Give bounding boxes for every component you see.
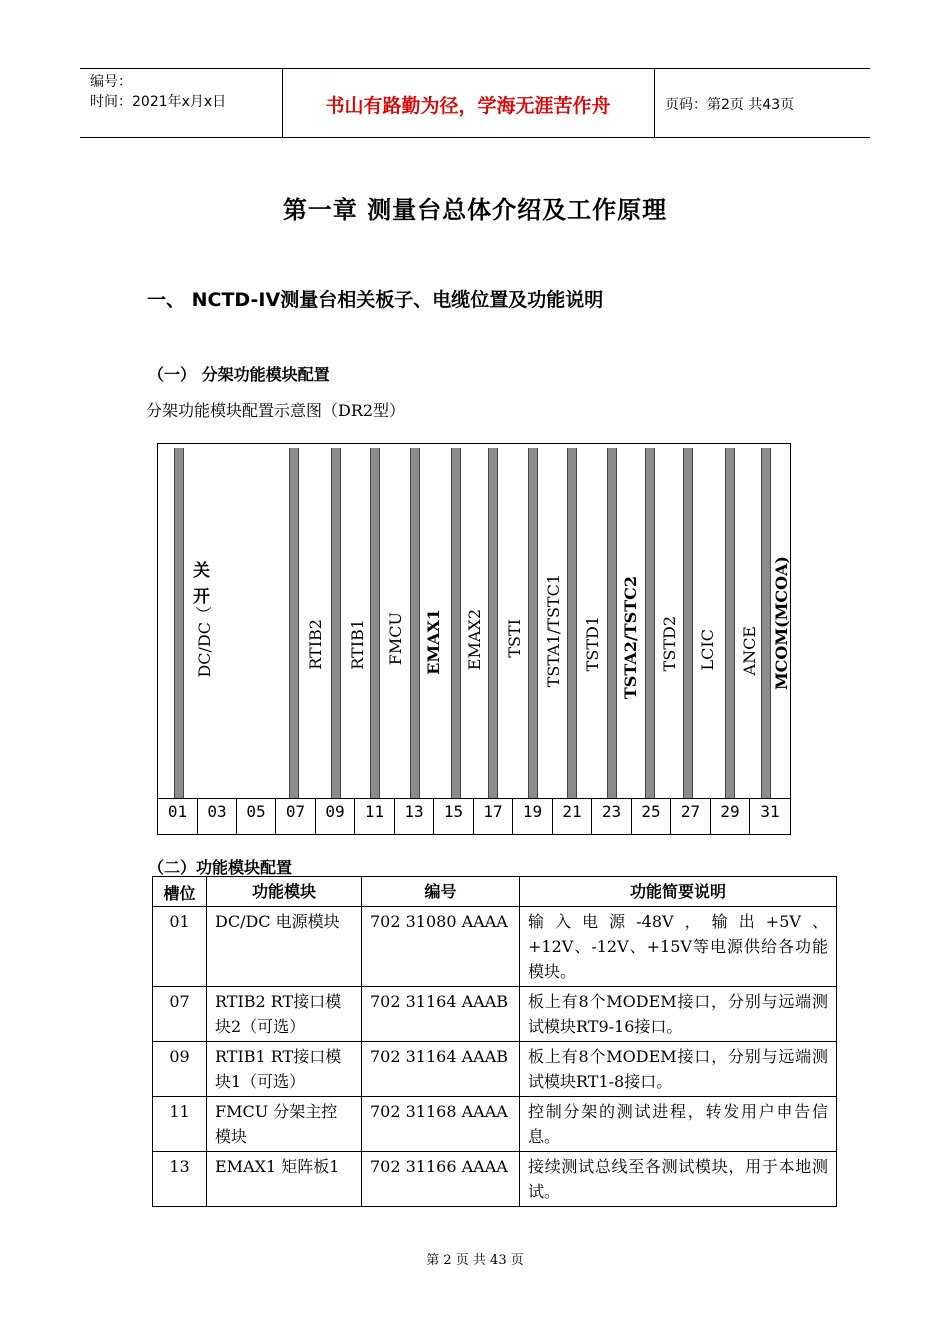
cell-slot: 09 <box>153 1042 207 1097</box>
cell-code: 702 31080 AAAA <box>362 907 520 987</box>
header-page-cell <box>655 69 870 137</box>
cell-code: 702 31166 AAAA <box>362 1152 520 1207</box>
slot-bar-23 <box>607 448 617 798</box>
number-label: 编号： <box>90 74 132 90</box>
slot-bar-29 <box>725 448 735 798</box>
slot-bar-01 <box>174 448 184 798</box>
board-label-emax2: EMAX2 <box>465 609 484 671</box>
header-module: 功能模块 <box>207 877 362 907</box>
slot-number: 31 <box>760 802 780 821</box>
board-label-rtib1: RTIB1 <box>348 619 367 670</box>
slot-number: 13 <box>395 799 434 834</box>
board-label-tstd1: TSTD1 <box>583 616 602 672</box>
cell-slot: 13 <box>153 1152 207 1207</box>
header-description: 功能简要说明 <box>520 877 837 907</box>
chapter-title: 第一章 测量台总体介绍及工作原理 <box>282 196 668 224</box>
slot-number: 07 <box>276 799 316 834</box>
cell-module: DC/DC 电源模块 <box>207 907 362 987</box>
dcdc-switch-on: 开 <box>193 587 210 607</box>
board-label-tsta1-tstc1: TSTA1/TSTC1 <box>544 574 563 688</box>
slot-number: 21 <box>553 799 592 834</box>
slot-bar-31 <box>761 448 771 798</box>
slot-number: 09 <box>316 799 355 834</box>
slot-bar-07 <box>289 448 299 798</box>
board-label-ance: ANCE <box>740 626 759 676</box>
slot-bar-15 <box>451 448 461 798</box>
cell-slot: 11 <box>153 1097 207 1152</box>
dcdc-switch-off: 关 <box>193 561 210 581</box>
table-row <box>153 987 837 1042</box>
cell-description: 板上有8个MODEM接口，分别与远端测试模块RT1-8接口。 <box>520 1042 837 1097</box>
cell-module: FMCU 分架主控模块 <box>207 1097 362 1152</box>
dcdc-label: DC/DC（ <box>195 606 214 678</box>
table-row <box>153 1042 837 1097</box>
slot-number: 11 <box>355 799 395 834</box>
document-header <box>80 68 870 138</box>
subsection-title-modules: （二）功能模块配置 <box>148 858 293 877</box>
table-row <box>153 907 837 987</box>
rack-diagram <box>157 443 791 799</box>
cell-module: EMAX1 矩阵板1 <box>207 1152 362 1207</box>
board-label-rtib2: RTIB2 <box>306 619 325 670</box>
subsection-title-config: （一） 分架功能模块配置 <box>148 365 330 384</box>
cell-code: 702 31164 AAAB <box>362 987 520 1042</box>
slot-number: 03 <box>198 799 237 834</box>
board-label-lcic: LCIC <box>698 629 717 671</box>
slot-bar-11 <box>370 448 380 798</box>
diagram-caption: 分架功能模块配置示意图（DR2型） <box>146 401 406 420</box>
slot-number: 29 <box>711 799 750 834</box>
slot-bar-17 <box>488 448 498 798</box>
board-label-tstd2: TSTD2 <box>660 616 679 672</box>
time-label: 时间：2021年x月x日 <box>90 94 227 110</box>
cell-code: 702 31168 AAAA <box>362 1097 520 1152</box>
slot-number: 19 <box>513 799 553 834</box>
header-motto-cell <box>282 69 655 137</box>
slot-number: 01 <box>158 799 198 834</box>
slot-number: 15 <box>434 799 474 834</box>
cell-description: 接续测试总线至各测试模块，用于本地测试。 <box>520 1152 837 1207</box>
cell-description: 控制分架的测试进程，转发用户申告信息。 <box>520 1097 837 1152</box>
slot-number: 25 <box>632 799 671 834</box>
header-slot: 槽位 <box>153 877 207 907</box>
cell-module: RTIB1 RT接口模块1（可选） <box>207 1042 362 1097</box>
slot-number: 27 <box>671 799 711 834</box>
section-title: 一、 NCTD-IV测量台相关板子、电缆位置及功能说明 <box>147 289 604 311</box>
slot-number: 23 <box>592 799 632 834</box>
page-info: 页码：第2页 共43页 <box>665 97 795 113</box>
table-header-row <box>153 877 837 907</box>
header-code: 编号 <box>362 877 520 907</box>
cell-module: RTIB2 RT接口模块2（可选） <box>207 987 362 1042</box>
slot-number-row <box>157 798 791 835</box>
slot-number: 05 <box>237 799 276 834</box>
board-label-fmcu: FMCU <box>386 612 405 666</box>
module-table <box>152 876 837 1207</box>
table-row <box>153 1097 837 1152</box>
cell-code: 702 31164 AAAB <box>362 1042 520 1097</box>
slot-bar-21 <box>567 448 577 798</box>
board-label-emax1: EMAX1 <box>424 609 443 675</box>
slot-number: 17 <box>474 799 513 834</box>
slot-bar-13 <box>410 448 420 798</box>
header-meta-cell <box>80 69 283 137</box>
cell-slot: 01 <box>153 907 207 987</box>
cell-description: 板上有8个MODEM接口，分别与远端测试模块RT9-16接口。 <box>520 987 837 1042</box>
motto: 书山有路勤为径，学海无涯苦作舟 <box>325 95 611 117</box>
board-label-mcom: MCOM(MCOA) <box>772 556 791 691</box>
slot-bar-27 <box>683 448 693 798</box>
page-footer: 第 2 页 共 43 页 <box>426 1253 524 1268</box>
cell-slot: 07 <box>153 987 207 1042</box>
board-label-tsti: TSTI <box>505 619 524 658</box>
board-label-tsta2-tstc2: TSTA2/TSTC2 <box>621 576 640 700</box>
slot-bar-25 <box>645 448 655 798</box>
table-row <box>153 1152 837 1207</box>
slot-bar-09 <box>331 448 341 798</box>
slot-bar-19 <box>528 448 538 798</box>
cell-description: 输入电源-48V，输出+5V、+12V、-12V、+15V等电源供给各功能模块。 <box>520 907 837 987</box>
